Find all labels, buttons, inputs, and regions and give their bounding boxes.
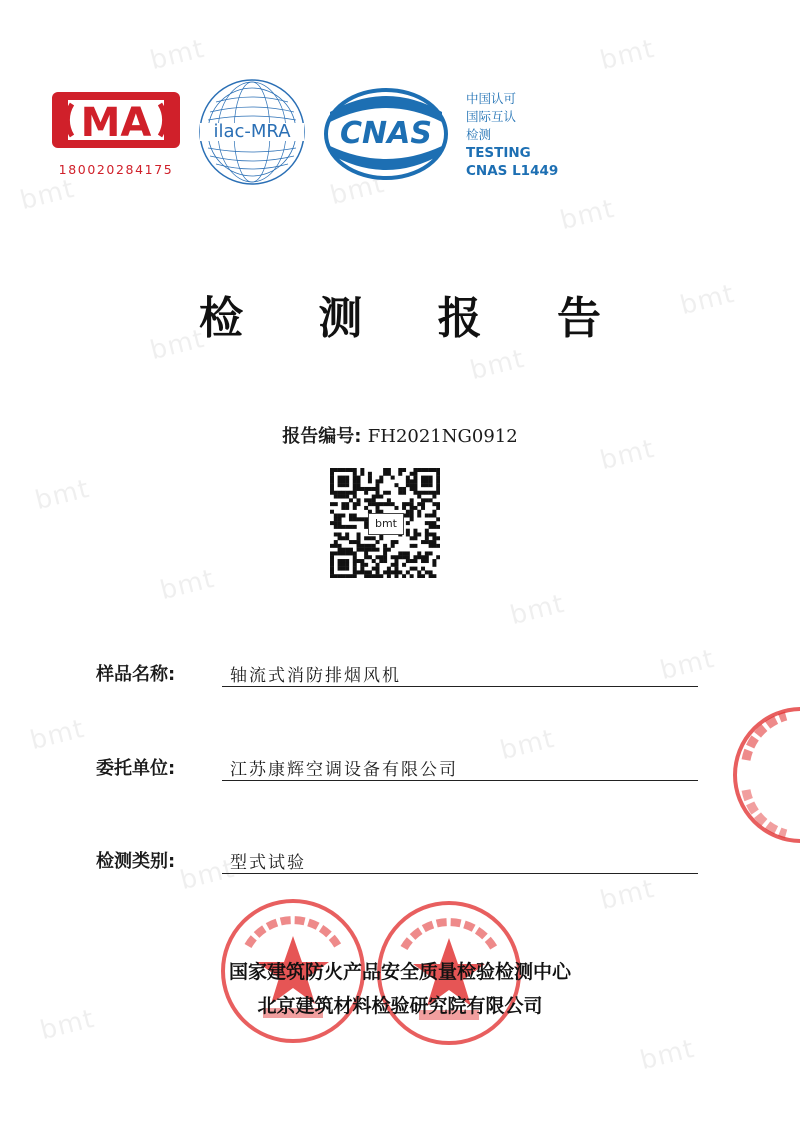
client-label: 委托单位: [96, 758, 176, 779]
cma-logo [46, 86, 186, 178]
client-value: 江苏康辉空调设备有限公司 [230, 760, 458, 780]
svg-text:MA: MA [80, 100, 152, 146]
partial-seal-icon [726, 700, 800, 850]
cnas-line: 国际互认 [466, 109, 517, 124]
cnas-line: CNAS L1449 [466, 163, 559, 179]
cnas-line: 检测 [466, 127, 492, 142]
issuer-line-2: 北京建筑材料检验研究院有限公司 [257, 995, 543, 1017]
cnas-accreditation-text [466, 90, 558, 180]
ilac-mra-logo [196, 76, 308, 188]
cma-number: 180020284175 [58, 162, 174, 177]
report-number [0, 422, 800, 448]
issuer-line-1: 国家建筑防火产品安全质量检验检测中心 [228, 961, 571, 983]
cnas-logo [322, 82, 450, 182]
qr-code [330, 468, 440, 578]
cnas-logo-text: CNAS [340, 116, 432, 151]
report-number-label: 报告编号: [282, 426, 362, 447]
test-type-label: 检测类别: [96, 851, 176, 872]
cma-emblem-icon [46, 86, 186, 154]
qr-logo: bmt [368, 513, 404, 535]
field-underline [222, 780, 698, 781]
report-number-value: FH2021NG0912 [367, 426, 518, 447]
sample-name-label: 样品名称: [96, 664, 176, 685]
document-title: 检 测 报 告 [199, 293, 631, 344]
sample-name-value: 轴流式消防排烟风机 [230, 666, 401, 686]
field-underline [222, 873, 698, 874]
cnas-line: TESTING [466, 145, 531, 161]
field-underline [222, 686, 698, 687]
test-type-value: 型式试验 [230, 853, 306, 873]
ilac-label: ilac-MRA [213, 121, 291, 142]
cnas-line: 中国认可 [466, 91, 517, 106]
